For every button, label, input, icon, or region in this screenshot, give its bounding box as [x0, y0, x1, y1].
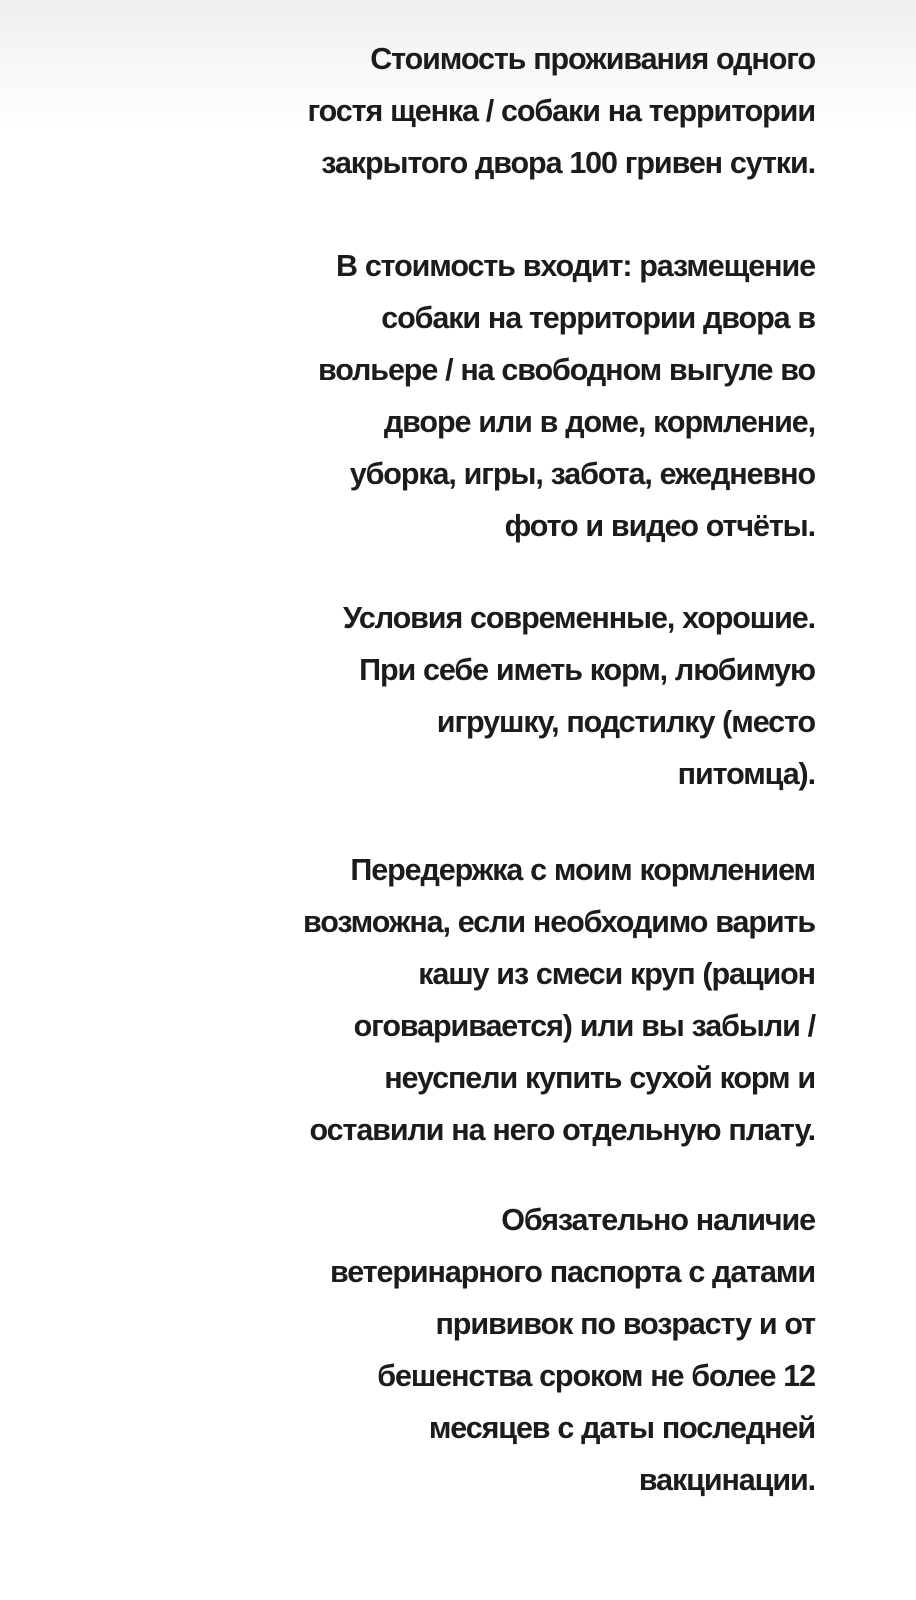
text-line: закрытого двора 100 гривен сутки. [321, 146, 815, 180]
text-line: В стоимость входит: размещение [336, 249, 815, 283]
text-line: питомца). [677, 757, 815, 791]
paragraph-conditions [90, 592, 815, 800]
text-line: возможна, если необходимо варить [302, 905, 815, 939]
text-line: уборка, игры, забота, ежедневно [349, 457, 815, 491]
text-line: оговаривается) или вы забыли / [353, 1009, 815, 1043]
paragraph-feeding [90, 844, 815, 1156]
paragraph-price [90, 33, 815, 189]
text-line: Условия современные, хорошие. [342, 601, 815, 635]
paragraph-included-services [90, 240, 815, 552]
text-line: неуспели купить сухой корм и [384, 1061, 815, 1095]
text-line: месяцев с даты последней [428, 1411, 815, 1445]
paragraph-vet-passport [90, 1194, 815, 1506]
text-line: Стоимость проживания одного [370, 42, 815, 76]
text-line: гостя щенка / собаки на территории [307, 94, 815, 128]
text-line: собаки на территории двора в [381, 301, 815, 335]
text-line: Обязательно наличие [501, 1203, 815, 1237]
text-line: Передержка с моим кормлением [350, 853, 815, 887]
text-line: бешенства сроком не более 12 [377, 1359, 815, 1393]
text-line: оставили на него отдельную плату. [309, 1113, 815, 1147]
text-line: фото и видео отчёты. [504, 509, 815, 543]
text-line: При себе иметь корм, любимую [359, 653, 815, 687]
text-line: кашу из смеси круп (рацион [418, 957, 815, 991]
text-line: вакцинации. [638, 1463, 815, 1497]
text-line: дворе или в доме, кормление, [383, 405, 815, 439]
text-line: вольере / на свободном выгуле во [318, 353, 815, 387]
text-line: прививок по возрасту и от [435, 1307, 815, 1341]
text-line: ветеринарного паспорта с датами [329, 1255, 815, 1289]
text-line: игрушку, подстилку (место [436, 705, 815, 739]
